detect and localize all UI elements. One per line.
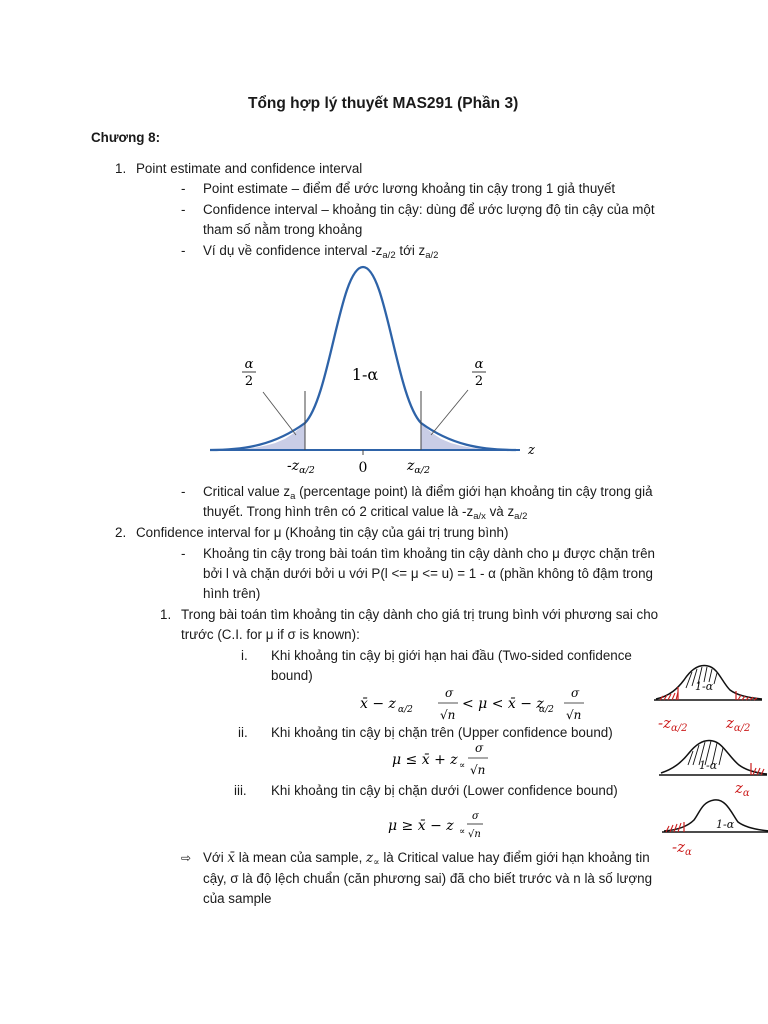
subsection-text: Trong bài toán tìm khoảng tin cậy dành cho giá trị trung bình với phương sai cho (181, 607, 659, 622)
item-lower-bound: Khi khoảng tin cậy bị chặn dưới (Lower confidence bound) (271, 783, 618, 798)
sketch-lower-bound (658, 790, 768, 870)
right-alpha-label (472, 357, 486, 389)
svg-text:< μ < x̄ − z: < μ < x̄ − z (462, 696, 544, 712)
conclusion-line1: Với x̄ là mean của sample, $z_\propto$ là Critical value hay điểm giới hạn khoảng tin (203, 850, 650, 868)
svg-text:-zα/2: $-z_{\alpha/2}$ (658, 714, 688, 734)
svg-text:√n: √n (468, 829, 481, 840)
right-tail-shade (421, 424, 511, 450)
conclusion-line2: cậy, σ là độ lệch chuẩn (căn phương sai) đã cho biết trước và n là số lượng (203, 871, 653, 886)
svg-text:α: α (244, 357, 254, 372)
subsection-number: 1. (160, 607, 172, 622)
svg-text:α: α (474, 357, 484, 372)
axis-z-label: z (528, 443, 535, 458)
bullet-mu-interval-cont: hình trên) (203, 586, 261, 601)
chapter-heading: Chương 8: (91, 130, 161, 145)
svg-text:zα/2: $z_{\alpha/2}$ (726, 714, 751, 734)
left-tail-shade (215, 424, 305, 450)
item-two-sided-cont: bound) (271, 668, 313, 683)
svg-text:√n: √n (566, 708, 582, 722)
item-two-sided: Khi khoảng tin cậy bị giới hạn hai đầu (Two-sided confidence (271, 648, 632, 663)
conclusion-line3: của sample (203, 891, 272, 906)
svg-text:1-α: 1-α (716, 818, 735, 831)
bell-curve (210, 267, 516, 450)
bullet-confidence-interval: Confidence interval – khoảng tin cậy: dùng để ước lượng độ tin cậy của một (203, 202, 655, 217)
center-label: 1-α (351, 365, 379, 384)
item-upper-bound: Khi khoảng tin cậy bị chặn trên (Upper confidence bound) (271, 725, 613, 740)
svg-text:α/2: α/2 (539, 705, 554, 715)
svg-text:x̄ − z: x̄ − z (360, 696, 396, 712)
formula-lower-bound (386, 808, 496, 844)
tick-right-label: $z_{\alpha/2}$ (407, 458, 431, 476)
section2-heading: Confidence interval for μ (Khoảng tin cậy của gái trị trung bình) (136, 525, 509, 540)
svg-text:∝: ∝ (459, 827, 466, 837)
roman-numeral-iii: iii. (234, 783, 247, 798)
bullet-confidence-interval-cont: tham số nằm trong khoảng (203, 222, 363, 237)
tick-left-label: $-z_{\alpha/2}$ (287, 458, 315, 476)
bullet-dash: - (181, 181, 186, 196)
svg-text:μ ≥ x̄ − z: μ ≥ x̄ − z (388, 818, 454, 834)
sketch-two-sided (650, 660, 765, 740)
svg-text:μ ≤ x̄ + z: μ ≤ x̄ + z (392, 752, 458, 768)
bullet-mu-interval: Khoảng tin cậy trong bài toán tìm khoảng tin cậy dành cho μ được chặn trên (203, 546, 656, 561)
svg-text:σ: σ (475, 741, 484, 755)
svg-text:√n: √n (470, 763, 486, 777)
page-title: Tổng hợp lý thuyết MAS291 (Phần 3) (248, 95, 519, 112)
arrow-icon: ⇨ (181, 851, 192, 865)
formula-two-sided (358, 682, 588, 724)
bullet-dash: - (181, 484, 186, 499)
bullet-dash: - (181, 546, 186, 561)
left-alpha-label (242, 357, 256, 389)
svg-text:zα: $z_\alpha$ (735, 779, 750, 799)
svg-text:2: 2 (244, 374, 254, 389)
svg-text:√n: √n (440, 708, 456, 722)
bullet-example: Ví dụ về confidence interval $-z_{a/2}$ tới $z_{a/2}$ (203, 243, 439, 261)
svg-text:σ: σ (472, 811, 479, 822)
section1-heading: Point estimate and confidence interval (136, 161, 363, 176)
right-leader-line (431, 390, 468, 435)
svg-text:2: 2 (474, 374, 484, 389)
bullet-critical-value: Critical value $z_a$ (percentage point) là điểm giới hạn khoảng tin cậy trong giả (203, 484, 653, 502)
svg-text:1-α: 1-α (695, 680, 714, 693)
svg-text:∝: ∝ (459, 761, 466, 771)
bullet-point-estimate: Point estimate – điểm để ước lương khoảng tin cậy trong 1 giả thuyết (203, 181, 616, 196)
left-leader-line (263, 392, 296, 435)
subsection-text-cont: trước (C.I. for μ if σ is known): (181, 627, 360, 642)
svg-text:-zα: $-z_\alpha$ (672, 838, 692, 858)
bullet-mu-interval-cont: bởi l và chặn dưới bởi u với P(l <= μ <= u) = 1 - α (phần không tô đậm trong (203, 566, 653, 581)
normal-distribution-figure (205, 262, 545, 477)
formula-upper-bound (390, 740, 500, 782)
roman-numeral-ii: ii. (238, 725, 248, 740)
svg-text:1-α: 1-α (699, 759, 718, 772)
section2-number: 2. (115, 525, 127, 540)
svg-text:σ: σ (445, 686, 454, 700)
svg-text:α/2: α/2 (398, 705, 413, 715)
bullet-dash: - (181, 243, 186, 258)
section1-number: 1. (115, 161, 127, 176)
roman-numeral-i: i. (241, 648, 248, 663)
bullet-dash: - (181, 202, 186, 217)
bullet-critical-value-cont: thuyết. Trong hình trên có 2 critical value là $-z_{a/x}$ và $z_{a/2}$ (203, 504, 528, 522)
svg-text:σ: σ (571, 686, 580, 700)
tick-zero-label: 0 (358, 460, 368, 476)
